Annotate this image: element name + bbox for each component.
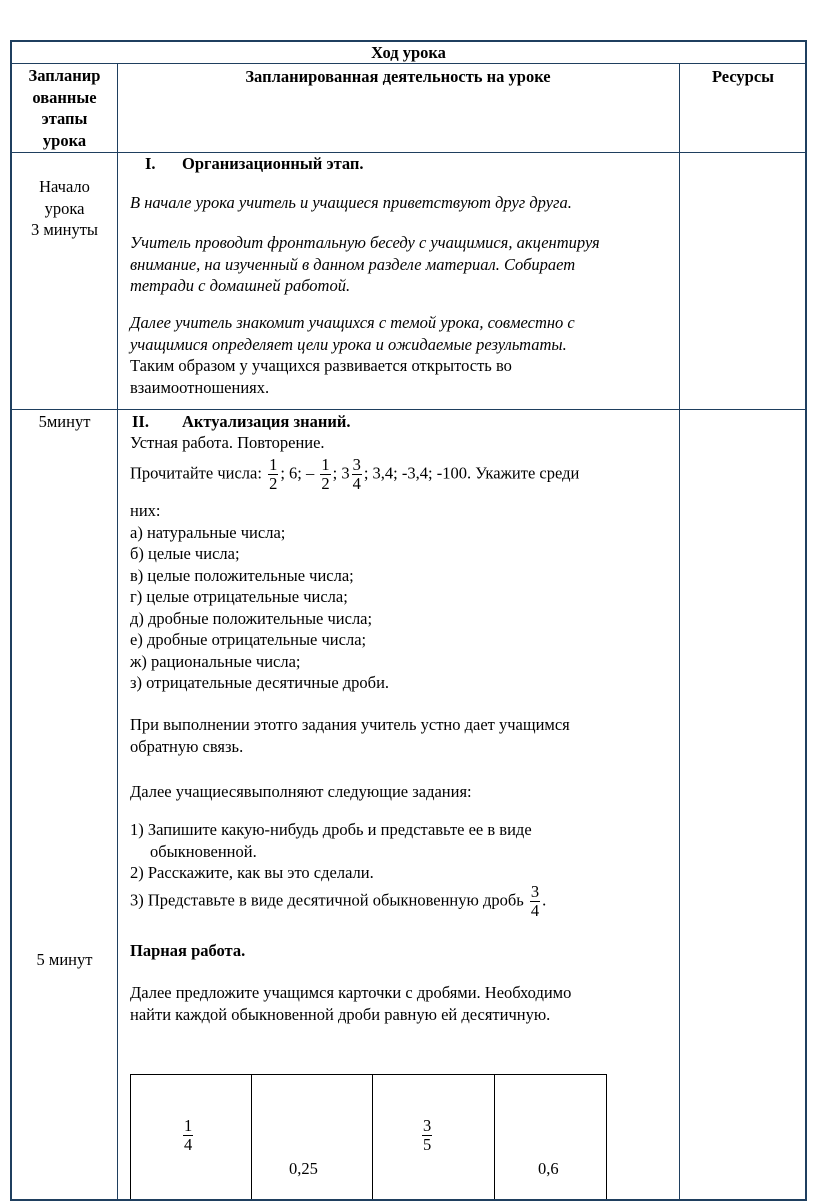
items-list: них: а) натуральные числа; б) целые числа; в) целые положительные числа; г) целые отрицательные числа; д) дробные положительные числа; е) дробные отрицательные числа; ж) рациональные числа; з) отрицательные десятичные дроби. (130, 501, 390, 692)
header-stages: Запланир ованные этапы урока (28, 66, 101, 150)
fraction-1-2: $\frac{1}{2}$ (269, 455, 278, 493)
title-divider (12, 63, 805, 64)
feedback-text: При выполнении этотго задания учитель устно дает учащимся обратную связь. (130, 715, 570, 756)
row1-conversation: Учитель проводит фронтальную беседу с учащимися, акцентируя внимание, на изученный в данном разделе материал. Собирает тетради с домашней работой. (130, 233, 600, 295)
row1-topic: Далее учитель знакомит учащихся с темой урока, совместно с учащимися определяет цели урока и ожидаемые результаты. Таким образом у учащихся развивается открытость во взаимоотношениях. (130, 313, 575, 397)
col-divider-2 (679, 63, 680, 1199)
card-fraction-1-4: $\frac{1}{4}$ (184, 1116, 193, 1154)
fraction-neg-1-2: $\frac{1}{2}$ (321, 455, 330, 493)
card-fraction-3-5: $\frac{3}{5}$ (423, 1116, 432, 1154)
col-divider-1 (117, 63, 118, 1199)
task-3: 3) Представьте в виде десятичной обыкновенную дробь $\frac{3}{4}$ . (130, 882, 547, 920)
list-item: ж) рациональные числа; (130, 651, 301, 671)
row2-time-2: 5 минут (36, 950, 93, 969)
list-item: в) целые положительные числа; (130, 565, 354, 585)
list-item: б) целые числа; (130, 544, 240, 563)
list-item: г) целые отрицательные числа; (130, 587, 348, 606)
fraction-3-4: $\frac{3}{4}$ (530, 882, 540, 920)
list-item: д) дробные положительные числа; (130, 608, 373, 628)
read-numbers-line: Прочитайте числа: $\frac{1}{2}$ ; 6; – $\frac{1}{2}$ ; 3 $\frac{3}{4}$ ; 3,4; -3,4; -100. Укажите среди (130, 455, 580, 493)
list-item: а) натуральные числа; (130, 522, 286, 542)
list-item: е) дробные отрицательные числа; (130, 630, 367, 649)
row2-time-1: 5минут (38, 412, 91, 431)
task-2: 2) Расскажите, как вы это сделали. (130, 863, 374, 882)
header-activity: Запланированная деятельность на уроке (245, 67, 551, 86)
oral-work: Устная работа. Повторение. (130, 433, 325, 452)
pair-work-text: Далее предложите учащимся карточки с дробями. Необходимо найти каждой обыкновенной дроби равную ей десятичную. (130, 983, 572, 1024)
row2-heading: Актуализация знаний. (182, 412, 351, 431)
task-1: 1) Запишите какую-нибудь дробь и представьте ее в виде обыкновенной. (130, 820, 532, 861)
row1-heading-text: Организационный этап. (182, 154, 364, 173)
row2-heading-num: II. (132, 412, 149, 431)
row1-greeting: В начале урока учитель и учащиеся приветствуют друг друга. (130, 193, 572, 212)
header-resources: Ресурсы (711, 67, 775, 86)
row1-heading: I. (145, 154, 156, 173)
pair-work-title: Парная работа. (130, 941, 246, 960)
row1-time: Начало урока 3 минуты (30, 177, 99, 239)
fraction-3-4: $\frac{3}{4}$ (352, 455, 361, 493)
next-tasks-intro: Далее учащиесявыполняют следующие задания: (130, 782, 472, 801)
header-divider (12, 152, 805, 153)
lesson-table (10, 40, 807, 1201)
card-decimal-06: 0,6 (538, 1159, 559, 1178)
row-divider (12, 409, 805, 410)
list-item: з) отрицательные десятичные дроби. (130, 673, 390, 692)
table-title: Ход урока (371, 43, 446, 62)
cards-table (130, 1074, 607, 1199)
card-decimal-025: 0,25 (289, 1159, 318, 1178)
